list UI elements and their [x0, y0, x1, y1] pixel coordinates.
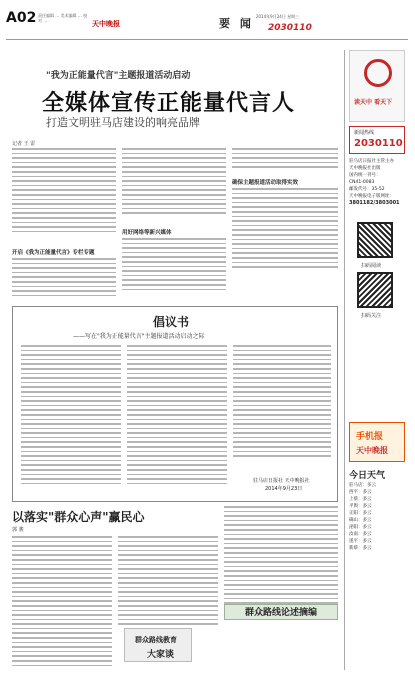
badge-line-2: 大家谈	[147, 650, 175, 660]
proposal-title: 倡议书	[153, 315, 190, 329]
commentary-column-3	[224, 506, 338, 616]
proposal-signature: 驻马店日报社 天中晚报社	[253, 478, 310, 484]
lead-subhead: "我为正能量代言"主题报道活动启动	[46, 71, 191, 81]
commentary-title: 以落实"群众心声"赢民心	[12, 510, 145, 524]
proposal-column-2	[127, 345, 227, 487]
hotline-label: 新闻热线	[354, 130, 375, 136]
qr-code-icon	[357, 222, 393, 258]
sidebar-slogan: 读天中 看天下	[354, 99, 393, 106]
weather-title: 今日天气	[349, 471, 386, 481]
sidebar	[344, 50, 408, 670]
lead-headline: 全媒体宣传正能量代言人	[42, 91, 296, 116]
info-line-4: CN41-0083	[349, 180, 375, 185]
commentary-column-2	[118, 536, 218, 628]
commentary-banner: 群众路线论述摘编	[224, 604, 338, 620]
weather-line: 新蔡：多云	[349, 546, 372, 551]
byline: 记者 王 雷	[12, 141, 36, 147]
sidebar-info	[349, 158, 407, 207]
weather-line: 平舆：多云	[349, 504, 372, 509]
lead-subhead-3: 确保主题报道活动取得实效	[232, 180, 299, 186]
commentary-column-1	[12, 536, 112, 669]
weather-line: 正阳：多云	[349, 511, 372, 516]
section-name: 要 闻	[219, 17, 254, 30]
qr-label-2: 扫码关注	[361, 313, 382, 319]
brand-emblem-icon	[364, 59, 392, 87]
lead-column-3b	[232, 188, 338, 271]
sidebar-phone: 3801182/3803001	[349, 200, 400, 206]
lead-column-1	[12, 148, 116, 235]
proposal-column-1	[21, 345, 121, 487]
proposal-date: 2014年9月23日	[265, 486, 303, 492]
commentary-badge	[124, 628, 192, 662]
lead-column-2b	[122, 238, 226, 293]
proposal-subtitle: ——写在"我为正能量代言"主题报道活动启动之际	[73, 333, 205, 340]
info-line-2: 天中晚报社出版	[349, 166, 381, 171]
qr-label-1: 扫码阅读	[361, 263, 382, 269]
sidebar-brand	[349, 50, 405, 122]
proposal-box	[12, 306, 338, 502]
qr-code-2-icon	[357, 272, 393, 308]
hotline-box	[349, 126, 405, 154]
proposal-column-3	[233, 345, 331, 460]
date-line: 2014年9月24日 星期三	[256, 14, 300, 19]
logo: 天中晚报	[92, 19, 120, 28]
info-line-6: 天中晚报电子版网址：	[349, 194, 394, 199]
info-line-5: 邮发代号：35-52	[349, 187, 385, 192]
lead-column-3	[232, 148, 338, 171]
page-code: A02	[6, 10, 37, 26]
info-line-1: 驻马店日报社主管主办	[349, 159, 394, 164]
weather-line: 遂平：多云	[349, 539, 372, 544]
lead-column-1b	[12, 258, 116, 299]
mobile-ad	[349, 422, 405, 462]
weather-list	[349, 482, 407, 552]
weather-line: 驻马店：多云	[349, 483, 376, 488]
weather-line: 西平：多云	[349, 490, 372, 495]
lead-deck: 打造文明驻马店建设的响亮品牌	[46, 116, 200, 129]
masthead	[6, 10, 408, 40]
lead-subhead-1: 开启《我为正能量代言》专栏专题	[12, 250, 95, 256]
weather-line: 上蔡：多云	[349, 497, 372, 502]
editor-line: 责任编辑 … 美术编辑 … 校对 …	[38, 13, 88, 23]
hotline-number: 2030110	[354, 138, 403, 149]
lead-column-2	[122, 148, 226, 217]
weather-line: 确山：多云	[349, 518, 372, 523]
weather-line: 汝南：多云	[349, 532, 372, 537]
ad-title: 手机报	[356, 432, 384, 442]
lead-subhead-2: 用好网络等新兴媒体	[122, 230, 172, 236]
badge-line-1: 群众路线教育	[135, 636, 177, 644]
newspaper-page	[6, 10, 408, 674]
weather-line: 泌阳：多云	[349, 525, 372, 530]
commentary-byline: 郭 骏	[12, 527, 24, 533]
number-badge: 2030110	[268, 23, 312, 33]
ad-subtitle: 天中晚报	[356, 446, 388, 455]
info-line-3: 国内统一刊号：	[349, 173, 381, 178]
